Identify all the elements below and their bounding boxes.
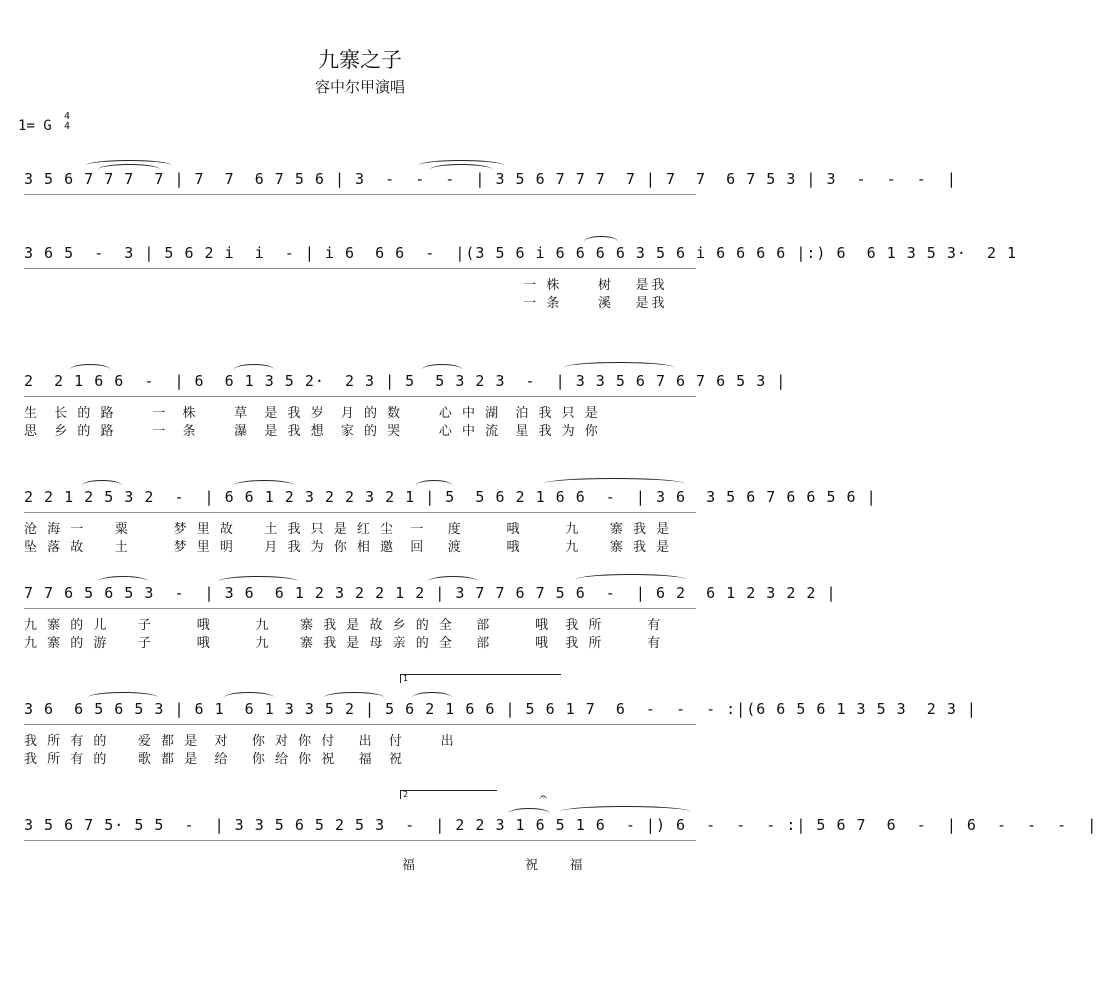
staff-line-6: [24, 674, 977, 770]
underline-beams: [24, 508, 696, 513]
staff-line-5: [24, 584, 837, 654]
time-signature-top: 4: [64, 111, 71, 122]
lyric-verse-2: 一 条 溪 是我: [24, 296, 668, 311]
notation-row: 2 2 1 2 5 3 2 - | 6 6 1 2 3 2 2 3 2 1 | 5 5 6 2 1 6 6 - | 3 6 3 5 6 7 6 6 5 6 |: [24, 488, 877, 506]
notation-row: 3 6 6 5 6 5 3 | 6 1 6 1 3 3 5 2 | 5 6 2 1 6 6 | 5 6 1 7 6 - - - :|(6 6 5 6 1 3 5 3 2 3 |: [24, 700, 977, 718]
lyric-verse-1: 生 长 的 路 一 株 草 是 我 岁 月 的 数 心 中 湖 泊 我 只 是: [24, 406, 601, 421]
fermata-icon: 𝄐: [540, 790, 547, 804]
lyric-verse-1: 福 祝 福: [24, 858, 586, 873]
underline-beams: [24, 604, 696, 609]
lyric-verse-1: 九 寨 的 儿 子 哦 九 寨 我 是 故 乡 的 全 部 哦 我 所 有: [24, 618, 664, 633]
song-title: 九寨之子: [318, 48, 402, 72]
lyric-verse-2: 九 寨 的 游 子 哦 九 寨 我 是 母 亲 的 全 部 哦 我 所 有: [24, 636, 664, 651]
lyric-verse-1: 一 株 树 是我: [24, 278, 668, 293]
staff-line-7: [24, 790, 1097, 876]
staff-line-1: [24, 170, 957, 200]
lyric-verse-1: 沧 海 一 粟 梦 里 故 土 我 只 是 红 尘 一 度 哦 九 寨 我 是: [24, 522, 673, 537]
notation-row: 7 7 6 5 6 5 3 - | 3 6 6 1 2 3 2 2 1 2 | 3 7 7 6 7 5 6 - | 6 2 6 1 2 3 2 2 |: [24, 584, 837, 602]
lyric-verse-2: 思 乡 的 路 一 条 瀑 是 我 想 家 的 哭 心 中 流 星 我 为 你: [24, 424, 601, 439]
lyric-verse-1: 我 所 有 的 爱 都 是 对 你 对 你 付 出 付 出: [24, 734, 457, 749]
underline-beams: [24, 392, 696, 397]
underline-beams: [24, 720, 696, 725]
performer-credit: 容中尔甲演唱: [314, 78, 405, 96]
staff-line-3: [24, 372, 787, 442]
time-signature: [64, 112, 70, 132]
notation-row: 3 6 5 - 3 | 5 6 2 i i - | i 6 6 6 - |(3 5 6 i 6 6 6 6 3 5 6 i 6 6 6 6 |:) 6 6 1 3 5 3· 2 1: [24, 244, 1018, 262]
notation-row: 3 5 6 7 7 7 7 | 7 7 6 7 5 6 | 3 - - - | 3 5 6 7 7 7 7 | 7 7 6 7 5 3 | 3 - - - |: [24, 170, 957, 188]
volta-bracket-second-ending: [400, 790, 497, 799]
volta-number: 2: [403, 790, 409, 799]
lyric-verse-2: 坠 落 故 土 梦 里 明 月 我 为 你 相 邀 回 渡 哦 九 寨 我 是: [24, 540, 673, 555]
underline-beams: [24, 190, 696, 195]
staff-line-2: [24, 244, 1018, 314]
time-signature-bottom: 4: [64, 121, 71, 132]
underline-beams: [24, 264, 696, 269]
volta-bracket-first-ending: [400, 674, 561, 683]
volta-number: 1: [403, 674, 409, 683]
notation-row: 2 2 1 6 6 - | 6 6 1 3 5 2· 2 3 | 5 5 3 2 3 - | 3 3 5 6 7 6 7 6 5 3 |: [24, 372, 787, 390]
staff-line-4: [24, 488, 877, 558]
key-signature: 1= G: [18, 118, 52, 134]
notation-row: 3 5 6 7 5· 5 5 - | 3 3 5 6 5 2 5 3 - | 2 2 3 1 6 5 1 6 - |) 6 - - - :| 5 6 7 6 - | 6 - - - |: [24, 816, 1097, 834]
underline-beams: [24, 836, 696, 841]
lyric-verse-2: 我 所 有 的 歌 都 是 给 你 给 你 祝 福 祝: [24, 752, 405, 767]
